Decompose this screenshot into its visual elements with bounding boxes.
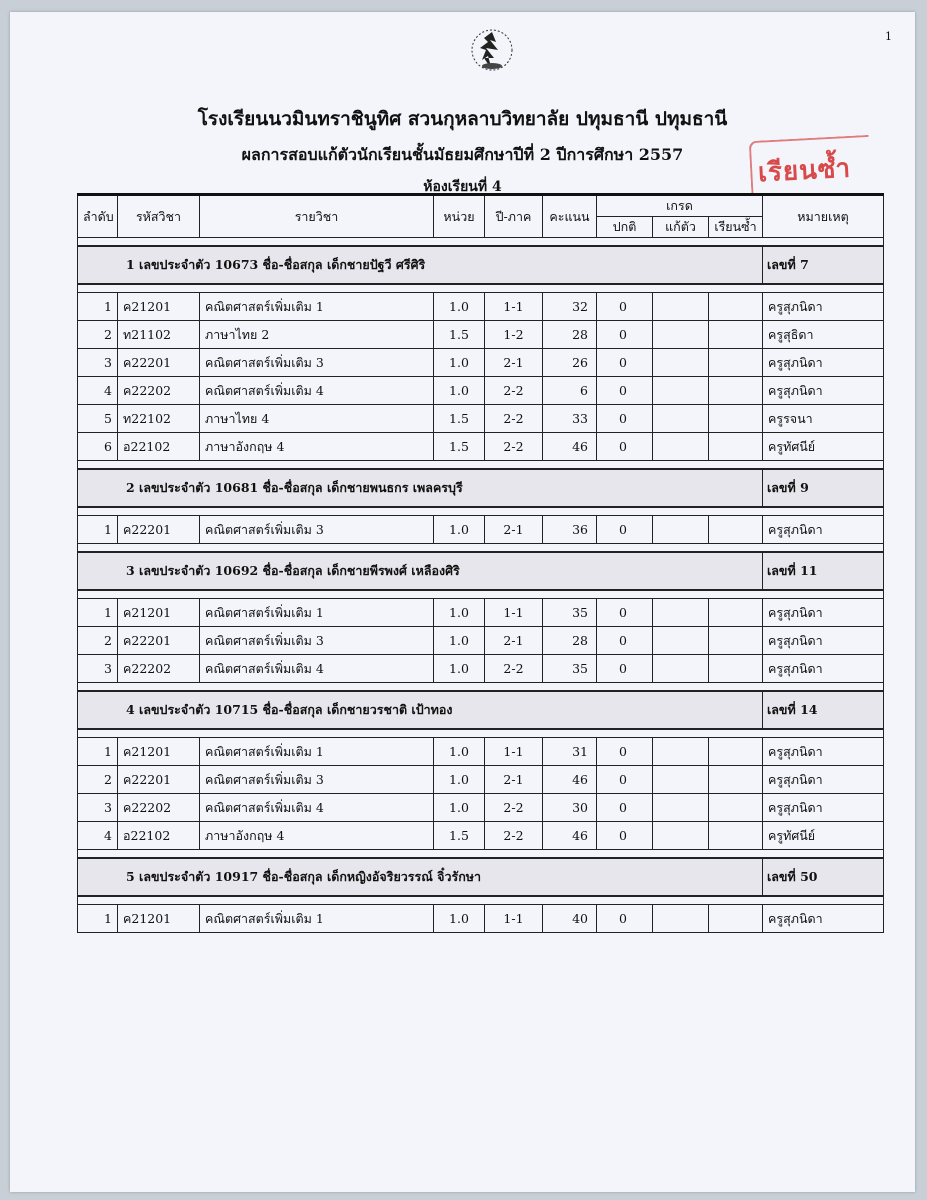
- grade-repeat: [709, 766, 763, 794]
- subject-name: คณิตศาสตร์เพิ่มเติม 3: [200, 627, 434, 655]
- grade-fix: [653, 377, 709, 405]
- table-row: [78, 655, 884, 683]
- col-grade-normal: ปกติ: [597, 217, 653, 238]
- row-number: 3: [78, 655, 118, 683]
- subject-name: คณิตศาสตร์เพิ่มเติม 1: [200, 738, 434, 766]
- grade-repeat: [709, 516, 763, 544]
- grade-fix: [653, 433, 709, 461]
- row-number: 6: [78, 433, 118, 461]
- subject-code: ค22202: [118, 794, 200, 822]
- year-term: 2-2: [485, 433, 543, 461]
- row-number: 1: [78, 738, 118, 766]
- grade-repeat: [709, 293, 763, 321]
- subject-name: ภาษาอังกฤษ 4: [200, 433, 434, 461]
- subject-name: ภาษาไทย 2: [200, 321, 434, 349]
- grade-normal: 0: [597, 822, 653, 850]
- grade-repeat: [709, 433, 763, 461]
- student-header-row: [78, 552, 884, 590]
- score: 6: [543, 377, 597, 405]
- table-row: [78, 433, 884, 461]
- subject-name: คณิตศาสตร์เพิ่มเติม 1: [200, 599, 434, 627]
- score: 46: [543, 433, 597, 461]
- col-grade-repeat: เรียนซ้ำ: [709, 217, 763, 238]
- student-header-row: [78, 858, 884, 896]
- grade-fix: [653, 321, 709, 349]
- grade-normal: 0: [597, 516, 653, 544]
- credit-unit: 1.5: [434, 405, 485, 433]
- spacer-row: [78, 590, 884, 599]
- grade-repeat: [709, 655, 763, 683]
- col-year-term: ปี-ภาค: [485, 195, 543, 238]
- grade-repeat: [709, 627, 763, 655]
- school-title: โรงเรียนนวมินทราชินูทิศ สวนกุหลาบวิทยาลัย ปทุมธานี ปทุมธานี: [197, 108, 728, 130]
- grade-normal: 0: [597, 766, 653, 794]
- score: 28: [543, 321, 597, 349]
- report-subtitle: ผลการสอบแก้ตัวนักเรียนชั้นมัธยมศึกษาปีที่ 2 ปีการศึกษา 2557: [241, 145, 684, 164]
- table-row: [78, 627, 884, 655]
- grade-fix: [653, 655, 709, 683]
- grade-normal: 0: [597, 377, 653, 405]
- subject-name: คณิตศาสตร์เพิ่มเติม 4: [200, 377, 434, 405]
- row-number: 2: [78, 766, 118, 794]
- student-info: 1 เลขประจำตัว 10673 ชื่อ-ชื่อสกุล เด็กชายปัฐวี ศรีศิริ: [78, 246, 763, 284]
- grade-fix: [653, 627, 709, 655]
- repeat-stamp: เรียนซ้ำ: [757, 153, 852, 189]
- credit-unit: 1.0: [434, 293, 485, 321]
- year-term: 2-1: [485, 516, 543, 544]
- spacer-row: [78, 507, 884, 516]
- subject-name: คณิตศาสตร์เพิ่มเติม 1: [200, 905, 434, 933]
- table-row: [78, 405, 884, 433]
- grade-normal: 0: [597, 794, 653, 822]
- year-term: 2-2: [485, 655, 543, 683]
- row-number: 1: [78, 293, 118, 321]
- subject-code: อ22102: [118, 433, 200, 461]
- student-info: 5 เลขประจำตัว 10917 ชื่อ-ชื่อสกุล เด็กหญิงอัจริยวรรณ์ จิ๋วรักษา: [78, 858, 763, 896]
- col-subject: รายวิชา: [200, 195, 434, 238]
- grade-fix: [653, 766, 709, 794]
- col-score: คะแนน: [543, 195, 597, 238]
- subject-code: ค22201: [118, 516, 200, 544]
- table-body: [78, 238, 884, 933]
- spacer-row: [78, 683, 884, 692]
- student-header-row: [78, 469, 884, 507]
- subject-name: คณิตศาสตร์เพิ่มเติม 4: [200, 655, 434, 683]
- grade-normal: 0: [597, 627, 653, 655]
- subject-name: คณิตศาสตร์เพิ่มเติม 3: [200, 766, 434, 794]
- student-seat-number: เลขที่ 14: [763, 691, 884, 729]
- table-row: [78, 794, 884, 822]
- spacer-row: [78, 850, 884, 859]
- year-term: 1-2: [485, 321, 543, 349]
- row-number: 1: [78, 905, 118, 933]
- credit-unit: 1.0: [434, 905, 485, 933]
- col-grade-fix: แก้ตัว: [653, 217, 709, 238]
- subject-code: ค22201: [118, 349, 200, 377]
- score: 36: [543, 516, 597, 544]
- teacher-remark: ครูสุธิดา: [763, 321, 884, 349]
- teacher-remark: ครูสุภนิดา: [763, 655, 884, 683]
- subject-name: ภาษาอังกฤษ 4: [200, 822, 434, 850]
- row-number: 4: [78, 377, 118, 405]
- score: 46: [543, 766, 597, 794]
- page-number: 1: [885, 30, 892, 43]
- room-label: ห้องเรียนที่ 4: [423, 179, 502, 195]
- score: 28: [543, 627, 597, 655]
- year-term: 2-1: [485, 627, 543, 655]
- table-row: [78, 321, 884, 349]
- teacher-remark: ครูสุภนิดา: [763, 516, 884, 544]
- teacher-remark: ครูสุภนิดา: [763, 905, 884, 933]
- grade-normal: 0: [597, 405, 653, 433]
- credit-unit: 1.0: [434, 655, 485, 683]
- row-number: 3: [78, 349, 118, 377]
- subject-code: ค22202: [118, 377, 200, 405]
- school-seal-icon: [468, 26, 516, 76]
- student-header-row: [78, 246, 884, 284]
- grade-normal: 0: [597, 349, 653, 377]
- year-term: 1-1: [485, 599, 543, 627]
- grade-normal: 0: [597, 738, 653, 766]
- student-seat-number: เลขที่ 50: [763, 858, 884, 896]
- score: 33: [543, 405, 597, 433]
- grade-repeat: [709, 905, 763, 933]
- teacher-remark: ครูสุภนิดา: [763, 349, 884, 377]
- row-number: 4: [78, 822, 118, 850]
- credit-unit: 1.0: [434, 377, 485, 405]
- grade-repeat: [709, 738, 763, 766]
- spacer-row: [78, 896, 884, 905]
- student-seat-number: เลขที่ 7: [763, 246, 884, 284]
- table-row: [78, 766, 884, 794]
- grade-normal: 0: [597, 433, 653, 461]
- subject-name: คณิตศาสตร์เพิ่มเติม 3: [200, 349, 434, 377]
- table-row: [78, 293, 884, 321]
- grade-repeat: [709, 321, 763, 349]
- grade-fix: [653, 822, 709, 850]
- grade-repeat: [709, 794, 763, 822]
- row-number: 1: [78, 516, 118, 544]
- spacer-row: [78, 284, 884, 293]
- table-row: [78, 377, 884, 405]
- col-code: รหัสวิชา: [118, 195, 200, 238]
- year-term: 2-1: [485, 349, 543, 377]
- grade-repeat: [709, 349, 763, 377]
- row-number: 2: [78, 321, 118, 349]
- student-seat-number: เลขที่ 11: [763, 552, 884, 590]
- grade-fix: [653, 293, 709, 321]
- table-row: [78, 599, 884, 627]
- teacher-remark: ครูรจนา: [763, 405, 884, 433]
- credit-unit: 1.0: [434, 794, 485, 822]
- credit-unit: 1.0: [434, 627, 485, 655]
- credit-unit: 1.0: [434, 349, 485, 377]
- teacher-remark: ครูสุภนิดา: [763, 794, 884, 822]
- teacher-remark: ครูสุภนิดา: [763, 599, 884, 627]
- grade-fix: [653, 794, 709, 822]
- table-row: [78, 738, 884, 766]
- year-term: 2-2: [485, 822, 543, 850]
- year-term: 2-1: [485, 766, 543, 794]
- credit-unit: 1.0: [434, 738, 485, 766]
- col-remark: หมายเหตุ: [763, 195, 884, 238]
- subject-code: ค22202: [118, 655, 200, 683]
- spacer-row: [78, 544, 884, 553]
- subject-name: คณิตศาสตร์เพิ่มเติม 3: [200, 516, 434, 544]
- year-term: 1-1: [485, 905, 543, 933]
- score: 30: [543, 794, 597, 822]
- subject-code: ค21201: [118, 293, 200, 321]
- score: 35: [543, 655, 597, 683]
- col-order: ลำดับ: [78, 195, 118, 238]
- year-term: 2-2: [485, 794, 543, 822]
- grade-fix: [653, 905, 709, 933]
- student-info: 4 เลขประจำตัว 10715 ชื่อ-ชื่อสกุล เด็กชายวรชาติ เป้าทอง: [78, 691, 763, 729]
- row-number: 1: [78, 599, 118, 627]
- teacher-remark: ครูสุภนิดา: [763, 627, 884, 655]
- subject-name: คณิตศาสตร์เพิ่มเติม 4: [200, 794, 434, 822]
- grade-fix: [653, 599, 709, 627]
- subject-code: ค22201: [118, 766, 200, 794]
- subject-code: ท21102: [118, 321, 200, 349]
- grade-repeat: [709, 822, 763, 850]
- credit-unit: 1.0: [434, 516, 485, 544]
- grade-normal: 0: [597, 321, 653, 349]
- grade-fix: [653, 405, 709, 433]
- student-info: 2 เลขประจำตัว 10681 ชื่อ-ชื่อสกุล เด็กชายพนธกร เพลครบุรี: [78, 469, 763, 507]
- results-table: [77, 193, 884, 933]
- credit-unit: 1.0: [434, 599, 485, 627]
- grade-repeat: [709, 377, 763, 405]
- year-term: 2-2: [485, 405, 543, 433]
- subject-name: คณิตศาสตร์เพิ่มเติม 1: [200, 293, 434, 321]
- teacher-remark: ครูสุภนิดา: [763, 766, 884, 794]
- credit-unit: 1.5: [434, 321, 485, 349]
- student-info: 3 เลขประจำตัว 10692 ชื่อ-ชื่อสกุล เด็กชายพีรพงศ์ เหลืองศิริ: [78, 552, 763, 590]
- table-row: [78, 516, 884, 544]
- teacher-remark: ครูสุภนิดา: [763, 738, 884, 766]
- year-term: 2-2: [485, 377, 543, 405]
- subject-code: ค22201: [118, 627, 200, 655]
- grade-fix: [653, 516, 709, 544]
- table-row: [78, 349, 884, 377]
- subject-code: อ22102: [118, 822, 200, 850]
- row-number: 5: [78, 405, 118, 433]
- subject-code: ค21201: [118, 905, 200, 933]
- credit-unit: 1.5: [434, 433, 485, 461]
- teacher-remark: ครูทัศนีย์: [763, 433, 884, 461]
- row-number: 2: [78, 627, 118, 655]
- subject-code: ค21201: [118, 738, 200, 766]
- subject-code: ค21201: [118, 599, 200, 627]
- score: 32: [543, 293, 597, 321]
- spacer-row: [78, 729, 884, 738]
- score: 46: [543, 822, 597, 850]
- student-header-row: [78, 691, 884, 729]
- col-grade: เกรด: [597, 195, 763, 217]
- teacher-remark: ครูสุภนิดา: [763, 377, 884, 405]
- grade-repeat: [709, 405, 763, 433]
- table-row: [78, 905, 884, 933]
- grade-normal: 0: [597, 599, 653, 627]
- col-unit: หน่วย: [434, 195, 485, 238]
- row-number: 3: [78, 794, 118, 822]
- score: 35: [543, 599, 597, 627]
- grade-repeat: [709, 599, 763, 627]
- year-term: 1-1: [485, 738, 543, 766]
- spacer-row: [78, 238, 884, 247]
- grade-fix: [653, 349, 709, 377]
- grade-fix: [653, 738, 709, 766]
- score: 31: [543, 738, 597, 766]
- table-header: [78, 195, 884, 238]
- table-row: [78, 822, 884, 850]
- subject-code: ท22102: [118, 405, 200, 433]
- credit-unit: 1.5: [434, 822, 485, 850]
- student-seat-number: เลขที่ 9: [763, 469, 884, 507]
- year-term: 1-1: [485, 293, 543, 321]
- teacher-remark: ครูทัศนีย์: [763, 822, 884, 850]
- score: 40: [543, 905, 597, 933]
- grade-normal: 0: [597, 905, 653, 933]
- credit-unit: 1.0: [434, 766, 485, 794]
- spacer-row: [78, 461, 884, 470]
- subject-name: ภาษาไทย 4: [200, 405, 434, 433]
- grade-normal: 0: [597, 655, 653, 683]
- score: 26: [543, 349, 597, 377]
- grade-normal: 0: [597, 293, 653, 321]
- teacher-remark: ครูสุภนิดา: [763, 293, 884, 321]
